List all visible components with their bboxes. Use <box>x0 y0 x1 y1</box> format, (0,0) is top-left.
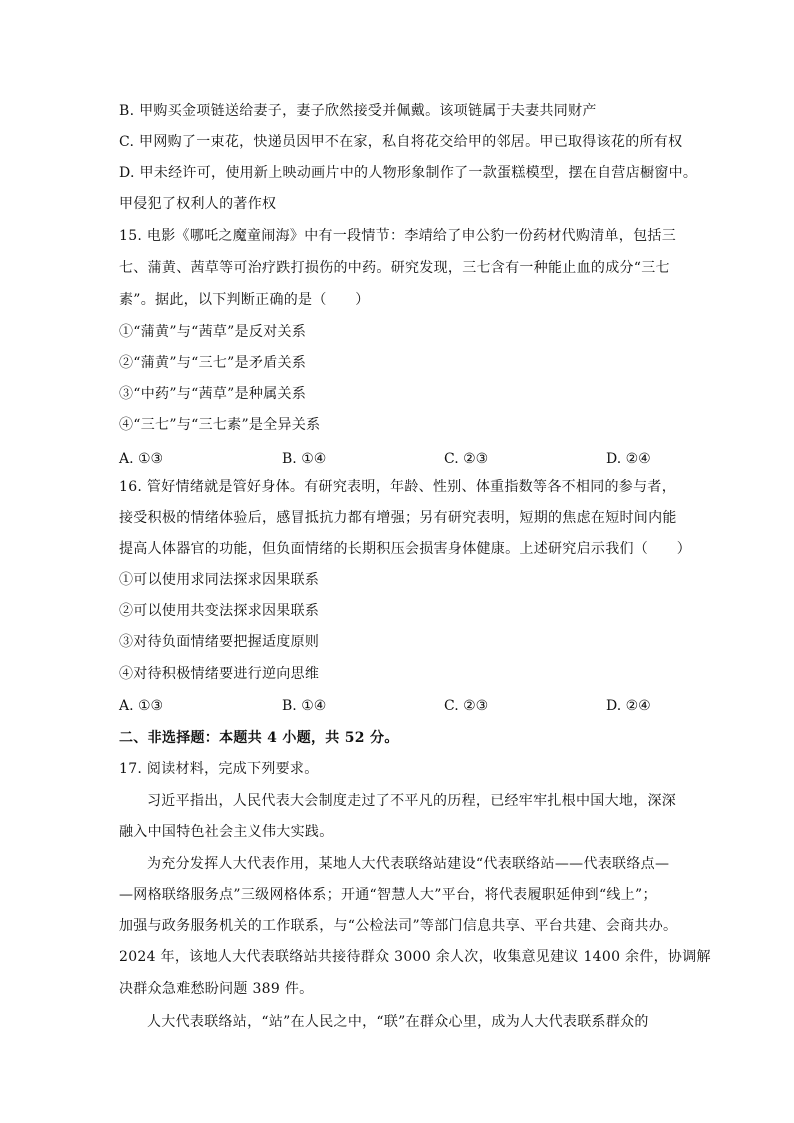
q16-choice-c: C. ②③ <box>444 698 489 714</box>
q16-statement: ④对待积极情绪要进行逆向思维 <box>119 666 320 682</box>
q15-statement: ④“三七”与“三七素”是全异关系 <box>119 417 321 433</box>
q15-stem-line: 15. 电影《哪吒之魔童闹海》中有一段情节：李靖给了申公豹一份药材代购清单，包括三 <box>119 228 677 244</box>
q16-statement: ①可以使用求同法探求因果联系 <box>119 572 320 588</box>
q16-statement: ②可以使用共变法探求因果联系 <box>119 603 320 619</box>
q16-choice-a: A. ①③ <box>119 698 164 714</box>
q15-statement: ②“蒲黄”与“三七”是矛盾关系 <box>119 355 307 371</box>
q15-choice-a: A. ①③ <box>119 451 164 467</box>
q17-paragraph-line: 融入中国特色社会主义伟大实践。 <box>119 824 334 840</box>
q16-choice-b: B. ①④ <box>282 698 327 714</box>
q14-option-b: B. 甲购买金项链送给妻子，妻子欣然接受并佩戴。该项链属于夫妻共同财产 <box>119 103 597 119</box>
section-heading: 二、非选择题：本题共 4 小题，共 52 分。 <box>119 730 399 746</box>
q15-statement: ③“中药”与“茜草”是种属关系 <box>119 386 307 402</box>
q14-option-d: D. 甲未经许可，使用新上映动画片中的人物形象制作了一款蛋糕模型，摆在自营店橱窗中。 <box>119 165 698 181</box>
q15-stem-line: 七、蒲黄、茜草等可治疗跌打损伤的中药。研究发现，三七含有一种能止血的成分“三七 <box>119 260 670 276</box>
q15-choice-b: B. ①④ <box>282 451 327 467</box>
q17-paragraph-line: 为充分发挥人大代表作用，某地人大代表联络站建设“代表联络站——代表联络点— <box>147 856 670 872</box>
q17-paragraph-line: 加强与政务服务机关的工作联系，与“公检法司”等部门信息共享、平台共建、会商共办。 <box>119 918 678 934</box>
q17-paragraph-line: 决群众急难愁盼问题 389 件。 <box>119 981 314 997</box>
q17-paragraph-line: 2024 年，该地人大代表联络站共接待群众 3000 余人次，收集意见建议 1400 余件，协调解 <box>119 949 711 965</box>
q15-choice-c: C. ②③ <box>444 451 489 467</box>
q15-choice-d: D. ②④ <box>606 451 651 467</box>
q16-choice-d: D. ②④ <box>606 698 651 714</box>
q17-stem: 17. 阅读材料，完成下列要求。 <box>119 761 319 777</box>
q16-stem-line: 16. 管好情绪就是管好身体。有研究表明，年龄、性别、体重指数等各不相同的参与者， <box>119 479 677 495</box>
q14-option-d-continued: 甲侵犯了权利人的著作权 <box>119 196 277 212</box>
q15-statement: ①“蒲黄”与“茜草”是反对关系 <box>119 324 307 340</box>
q16-statement: ③对待负面情绪要把握适度原则 <box>119 634 320 650</box>
q16-stem-line: 接受积极的情绪体验后，感冒抵抗力都有增强；另有研究表明，短期的焦虑在短时间内能 <box>119 510 677 526</box>
q15-stem-line: 素”。据此，以下判断正确的是（ ） <box>119 292 370 308</box>
q17-paragraph-line: 习近平指出，人民代表大会制度走过了不平凡的历程，已经牢牢扎根中国大地，深深 <box>147 793 677 809</box>
q17-paragraph-line: —网格联络服务点”三级网格体系；开通“智慧人大”平台，将代表履职延伸到“线上”； <box>119 887 657 903</box>
q16-stem-line: 提高人体器官的功能，但负面情绪的长期积压会损害身体健康。上述研究启示我们（ ） <box>119 541 691 557</box>
q14-option-c: C. 甲网购了一束花，快递员因甲不在家，私自将花交给甲的邻居。甲已取得该花的所有权 <box>119 134 683 150</box>
q17-paragraph-line: 人大代表联络站，“站”在人民之中，“联”在群众心里，成为人大代表联系群众的 <box>147 1014 649 1030</box>
